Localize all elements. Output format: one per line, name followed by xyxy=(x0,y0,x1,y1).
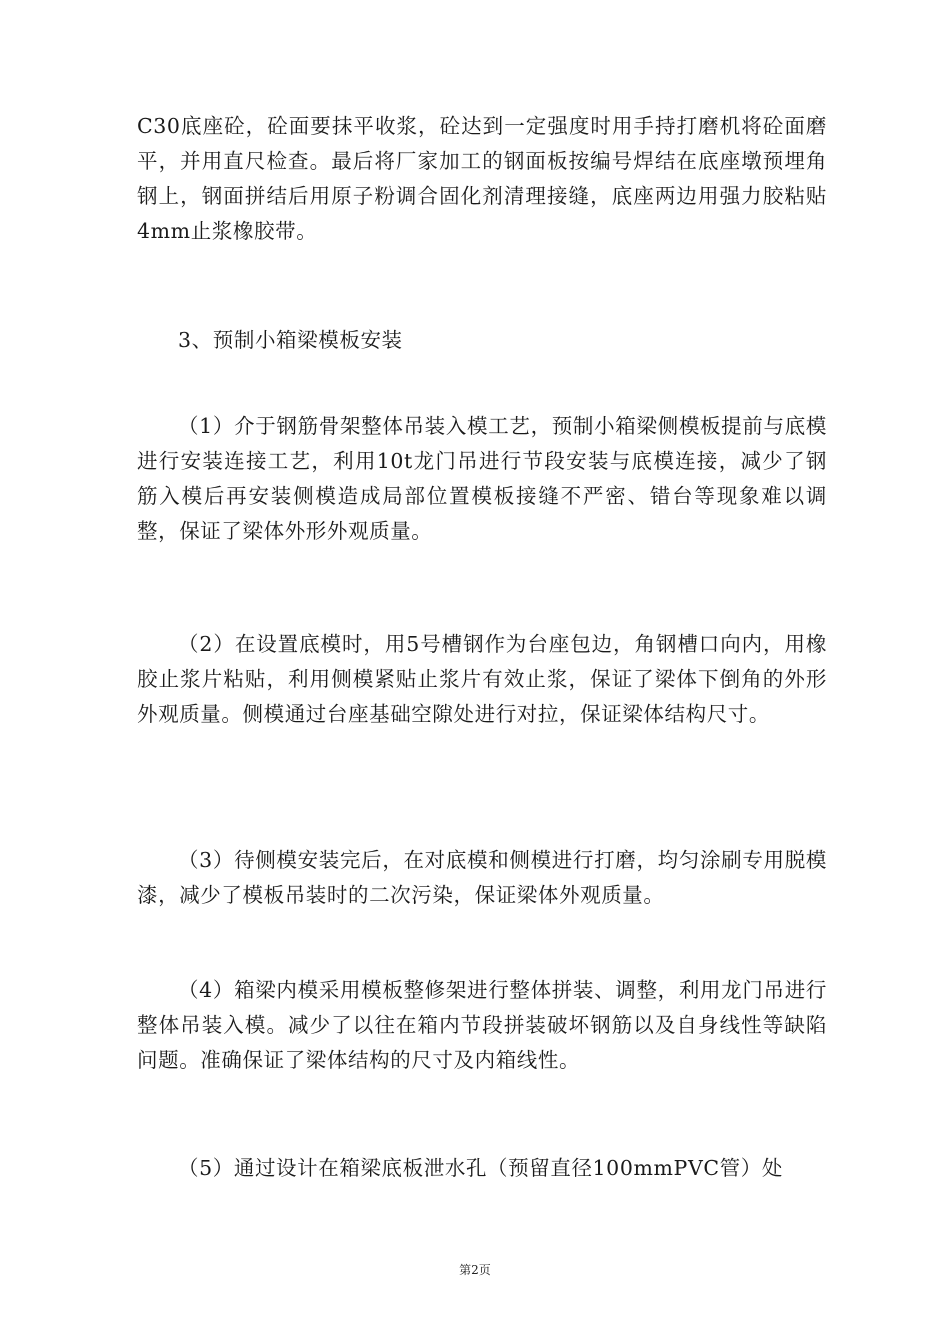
paragraph-item-1: （1）介于钢筋骨架整体吊装入模工艺，预制小箱梁侧模板提前与底模进行安装连接工艺，利用10t龙门吊进行节段安装与底模连接，减少了钢筋入模后再安装侧模造成局部位置模板接缝不严密、错台等现象难以调整，保证了梁体外形外观质量。 xyxy=(137,414,827,543)
paragraph-item-2: （2）在设置底模时，用5号槽钢作为台座包边，角钢槽口向内，用橡胶止浆片粘贴，利用侧模紧贴止浆片有效止浆，保证了梁体下倒角的外形外观质量。侧模通过台座基础空隙处进行对拉，保证梁体结构尺寸。 xyxy=(137,632,827,726)
paragraph-item-3: （3）待侧模安装完后，在对底模和侧模进行打磨，均匀涂刷专用脱模漆，减少了模板吊装时的二次污染，保证梁体外观质量。 xyxy=(137,848,827,907)
paragraph-item-5: （5）通过设计在箱梁底板泄水孔（预留直径100mmPVC管）处 xyxy=(178,1156,783,1180)
paragraph-base-concrete: C30底座砼，砼面要抹平收浆，砼达到一定强度时用手持打磨机将砼面磨平，并用直尺检查。最后将厂家加工的钢面板按编号焊结在底座墩预埋角钢上，钢面拼结后用原子粉调合固化剂清理接缝，底座两边用强力胶粘贴4mm止浆橡胶带。 xyxy=(137,114,827,243)
section-heading-formwork: 3、预制小箱梁模板安装 xyxy=(178,328,403,352)
page-number-footer: 第2页 xyxy=(459,1263,491,1277)
paragraph-item-4: （4）箱梁内模采用模板整修架进行整体拼装、调整，利用龙门吊进行整体吊装入模。减少了以往在箱内节段拼装破坏钢筋以及自身线性等缺陷问题。准确保证了梁体结构的尺寸及内箱线性。 xyxy=(137,978,827,1072)
